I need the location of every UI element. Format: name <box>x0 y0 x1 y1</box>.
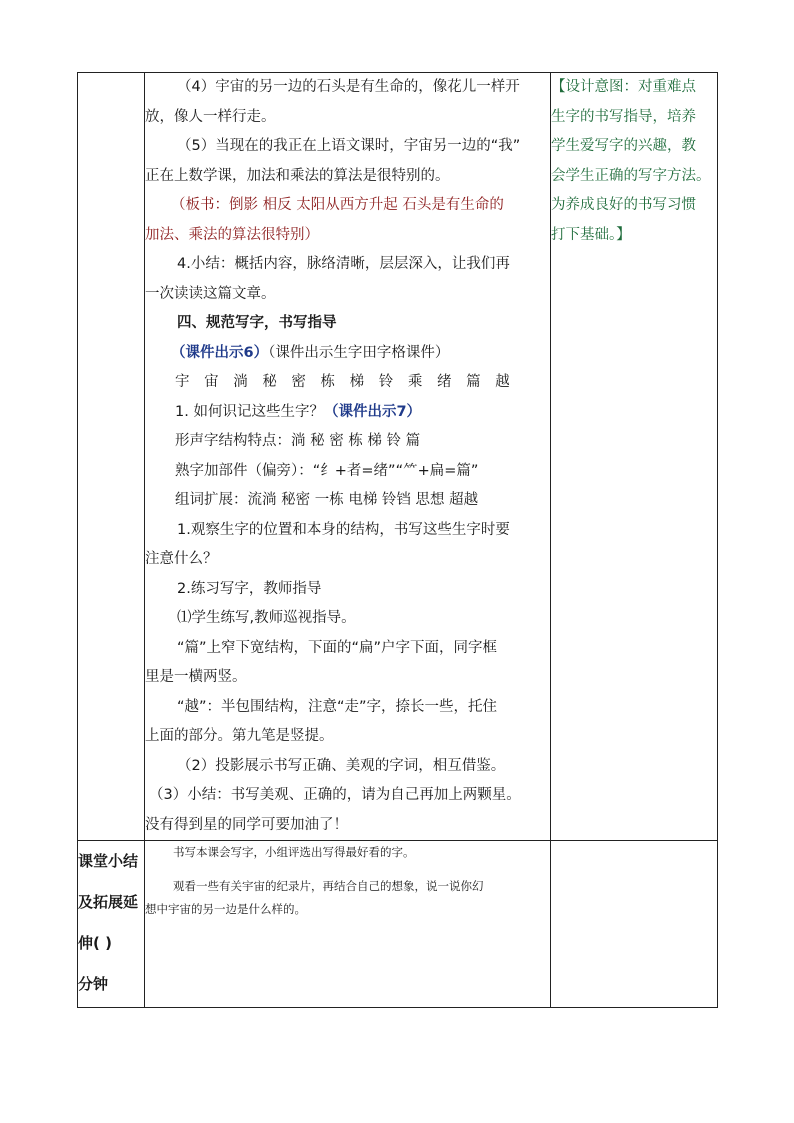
text-line: 2.练习写字，教师指导 <box>177 580 322 597</box>
teaching-content-cell <box>145 73 551 841</box>
text-line: 注意什么？ <box>145 551 218 567</box>
summary-row <box>78 841 718 1008</box>
character-list: 宇 宙 淌 秘 密 栋 梯 铃 乘 绪 篇 越 <box>175 374 515 390</box>
design-intent-cell <box>551 73 718 841</box>
summary-label-cell <box>78 841 145 1008</box>
summary-empty-cell <box>551 841 718 1008</box>
text-line: 组词扩展：流淌 秘密 一栋 电梯 铃铛 思想 超越 <box>175 492 479 508</box>
label-line: 及拓展延 <box>78 893 139 911</box>
courseware-label: （课件出示7） <box>323 403 422 420</box>
text-line: “篇”上窄下宽结构，下面的“扁”户字下面，同字框 <box>177 639 498 656</box>
courseware-label: （课件出示6） <box>171 344 269 361</box>
text-line: 里是一横两竖。 <box>145 669 247 685</box>
design-intent-line: 会学生正确的写字方法。 <box>551 167 711 184</box>
text-line: （课件出示生字田字格课件） <box>268 344 450 361</box>
label-line: 分钟 <box>78 975 109 993</box>
text-line: 一次读读这篇文章。 <box>145 285 276 302</box>
question-line: 1. 如何识记这些生字？ <box>175 403 324 420</box>
text-line: （5）当现在的我正在上语文课时，宇宙另一边的“我” <box>177 138 521 154</box>
text-line: 形声字结构特点：淌 秘 密 栋 梯 铃 篇 <box>175 433 421 449</box>
design-intent-line: 生字的书写指导，培养 <box>551 108 696 125</box>
summary-content-cell <box>145 841 551 1008</box>
label-line: 伸( ) <box>78 934 112 952</box>
text-line: 上面的部分。第九笔是竖提。 <box>145 728 334 744</box>
text-line: 熟字加部件（偏旁）：“纟+者=绪”“⺮+扁=篇” <box>175 462 479 479</box>
design-intent-line: 【设计意图：对重难点 <box>551 79 696 95</box>
label-line: 课堂小结 <box>78 852 139 870</box>
design-intent-line: 学生爱写字的兴趣，教 <box>551 138 696 154</box>
text-line: 没有得到星的同学可要加油了！ <box>145 816 348 833</box>
text-line: “越”：半包围结构，注意“走”字，捺长一些，托住 <box>177 698 498 715</box>
text-line: 正在上数学课，加法和乘法的算法是很特别的。 <box>145 167 450 184</box>
text-line: （3）小结：书写美观、正确的，请为自己再加上两颗星。 <box>149 787 521 803</box>
text-line: 观看一些有关宇宙的纪录片，再结合自己的想象，说一说你幻 <box>173 879 484 893</box>
lesson-plan-table <box>77 72 718 1008</box>
design-intent-line: 为养成良好的书写习惯 <box>551 197 696 213</box>
text-line: 想中宇宙的另一边是什么样的。 <box>145 902 306 916</box>
row1-label-cell <box>78 73 145 841</box>
text-line: 书写本课会写字，小组评选出写得最好看的字。 <box>173 845 415 859</box>
design-intent-line: 打下基础。】 <box>551 226 631 243</box>
text-line: 4.小结：概括内容，脉络清晰，层层深入，让我们再 <box>177 256 510 272</box>
section-heading: 四、规范写字，书写指导 <box>177 315 337 331</box>
blackboard-note: （板书：倒影 相反 太阳从西方升起 石头是有生命的 <box>171 197 504 213</box>
text-line: 1.观察生字的位置和本身的结构，书写这些生字时要 <box>177 521 510 538</box>
text-line: （4）宇宙的另一边的石头是有生命的，像花儿一样开 <box>177 79 520 95</box>
teaching-row <box>78 73 718 841</box>
text-line: ⑴学生练写,教师巡视指导。 <box>177 610 356 626</box>
text-line: （2）投影展示书写正确、美观的字词，相互借鉴。 <box>177 757 506 774</box>
blackboard-note: 加法、乘法的算法很特别） <box>145 226 319 243</box>
text-line: 放，像人一样行走。 <box>145 108 276 125</box>
